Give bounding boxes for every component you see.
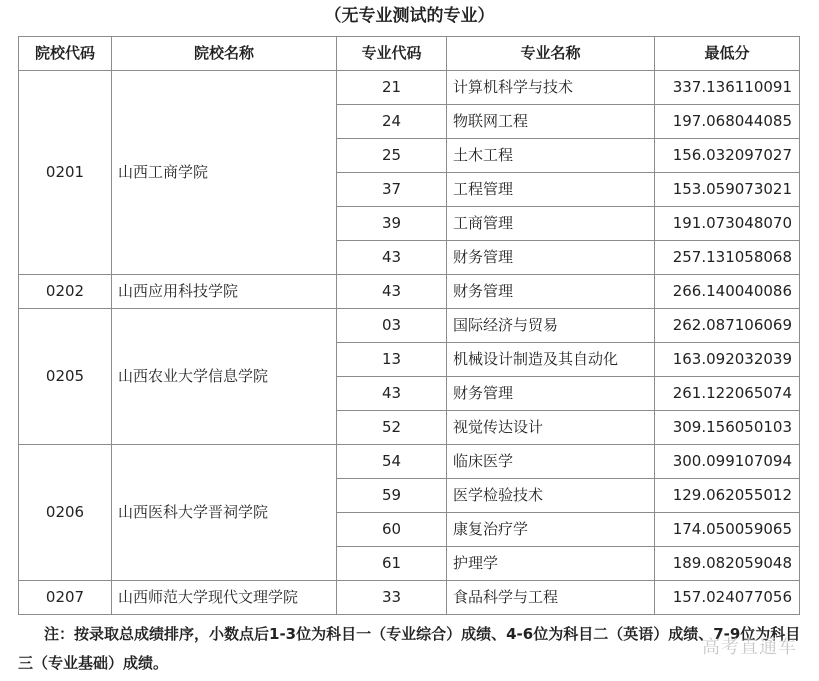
school-code-cell: 0206 bbox=[19, 445, 112, 581]
major-name-cell: 机械设计制造及其自动化 bbox=[447, 343, 655, 377]
major-name-cell: 工程管理 bbox=[447, 173, 655, 207]
major-code-cell: 03 bbox=[337, 309, 447, 343]
admission-score-table bbox=[18, 36, 800, 615]
min-score-cell: 163.092032039 bbox=[655, 343, 800, 377]
min-score-cell: 309.156050103 bbox=[655, 411, 800, 445]
major-code-cell: 43 bbox=[337, 241, 447, 275]
table-row bbox=[19, 581, 800, 615]
major-code-cell: 43 bbox=[337, 377, 447, 411]
school-name-cell: 山西医科大学晋祠学院 bbox=[112, 445, 337, 581]
major-code-cell: 61 bbox=[337, 547, 447, 581]
major-name-cell: 医学检验技术 bbox=[447, 479, 655, 513]
major-name-cell: 计算机科学与技术 bbox=[447, 71, 655, 105]
major-name-cell: 国际经济与贸易 bbox=[447, 309, 655, 343]
major-name-cell: 食品科学与工程 bbox=[447, 581, 655, 615]
school-code-cell: 0201 bbox=[19, 71, 112, 275]
min-score-cell: 257.131058068 bbox=[655, 241, 800, 275]
major-name-cell: 财务管理 bbox=[447, 241, 655, 275]
header-major-name: 专业名称 bbox=[447, 37, 655, 71]
footnote: 注：按录取总成绩排序，小数点后1-3位为科目一（专业综合）成绩、4-6位为科目二（英语）成绩、7-9位为科目三（专业基础）成绩。 bbox=[18, 625, 801, 672]
major-name-cell: 临床医学 bbox=[447, 445, 655, 479]
major-code-cell: 33 bbox=[337, 581, 447, 615]
major-name-cell: 物联网工程 bbox=[447, 105, 655, 139]
school-code-cell: 0205 bbox=[19, 309, 112, 445]
min-score-cell: 174.050059065 bbox=[655, 513, 800, 547]
table-row bbox=[19, 309, 800, 343]
table-body bbox=[19, 71, 800, 615]
major-name-cell: 土木工程 bbox=[447, 139, 655, 173]
header-school-name: 院校名称 bbox=[112, 37, 337, 71]
min-score-cell: 189.082059048 bbox=[655, 547, 800, 581]
min-score-cell: 129.062055012 bbox=[655, 479, 800, 513]
header-min-score: 最低分 bbox=[655, 37, 800, 71]
min-score-cell: 156.032097027 bbox=[655, 139, 800, 173]
major-code-cell: 52 bbox=[337, 411, 447, 445]
min-score-cell: 300.099107094 bbox=[655, 445, 800, 479]
school-name-cell: 山西农业大学信息学院 bbox=[112, 309, 337, 445]
major-name-cell: 视觉传达设计 bbox=[447, 411, 655, 445]
min-score-cell: 197.068044085 bbox=[655, 105, 800, 139]
school-code-cell: 0207 bbox=[19, 581, 112, 615]
school-name-cell: 山西应用科技学院 bbox=[112, 275, 337, 309]
header-major-code: 专业代码 bbox=[337, 37, 447, 71]
header-school-code: 院校代码 bbox=[19, 37, 112, 71]
major-name-cell: 康复治疗学 bbox=[447, 513, 655, 547]
major-name-cell: 财务管理 bbox=[447, 377, 655, 411]
major-name-cell: 财务管理 bbox=[447, 275, 655, 309]
min-score-cell: 337.136110091 bbox=[655, 71, 800, 105]
table-row bbox=[19, 275, 800, 309]
min-score-cell: 266.140040086 bbox=[655, 275, 800, 309]
major-code-cell: 37 bbox=[337, 173, 447, 207]
table-row bbox=[19, 445, 800, 479]
major-code-cell: 59 bbox=[337, 479, 447, 513]
page-title: （无专业测试的专业） bbox=[324, 6, 495, 26]
min-score-cell: 261.122065074 bbox=[655, 377, 800, 411]
watermark-logo: 高考直通车 bbox=[702, 637, 797, 658]
min-score-cell: 157.024077056 bbox=[655, 581, 800, 615]
major-code-cell: 43 bbox=[337, 275, 447, 309]
major-code-cell: 60 bbox=[337, 513, 447, 547]
table-row bbox=[19, 71, 800, 105]
school-name-cell: 山西师范大学现代文理学院 bbox=[112, 581, 337, 615]
major-name-cell: 护理学 bbox=[447, 547, 655, 581]
min-score-cell: 191.073048070 bbox=[655, 207, 800, 241]
major-code-cell: 54 bbox=[337, 445, 447, 479]
major-code-cell: 39 bbox=[337, 207, 447, 241]
min-score-cell: 153.059073021 bbox=[655, 173, 800, 207]
major-code-cell: 25 bbox=[337, 139, 447, 173]
major-code-cell: 24 bbox=[337, 105, 447, 139]
school-name-cell: 山西工商学院 bbox=[112, 71, 337, 275]
min-score-cell: 262.087106069 bbox=[655, 309, 800, 343]
school-code-cell: 0202 bbox=[19, 275, 112, 309]
major-name-cell: 工商管理 bbox=[447, 207, 655, 241]
major-code-cell: 13 bbox=[337, 343, 447, 377]
major-code-cell: 21 bbox=[337, 71, 447, 105]
table-header-row bbox=[19, 37, 800, 71]
